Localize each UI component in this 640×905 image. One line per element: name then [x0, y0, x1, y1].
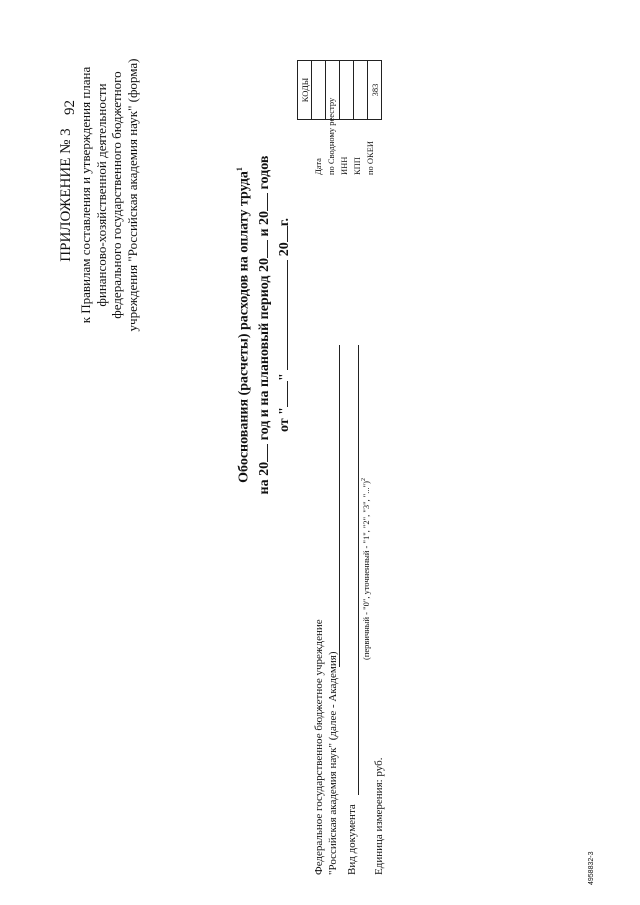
- planning-year2-blank[interactable]: [267, 193, 268, 211]
- doc-type-input-line[interactable]: [358, 345, 359, 795]
- institution-line1: Федеральное государственное бюджетное учреждение: [313, 619, 325, 875]
- label-consolidated-registry: по Сводному реестру: [326, 97, 336, 175]
- month-blank[interactable]: [287, 260, 288, 370]
- print-stamp: 4958832-3: [588, 851, 595, 885]
- unit-label: Единица измерения: руб.: [373, 757, 385, 875]
- page-number: 92: [62, 100, 78, 115]
- form-title-line3: [275, 45, 295, 605]
- date-year-blank[interactable]: [287, 226, 288, 242]
- planning-year1-blank[interactable]: [267, 240, 268, 258]
- year-blank[interactable]: [267, 444, 268, 462]
- day-blank[interactable]: [287, 381, 288, 407]
- code-cell-registry[interactable]: [326, 61, 340, 120]
- doc-type-label: Вид документа: [346, 804, 358, 875]
- form-title: [230, 45, 295, 605]
- date-from-prefix: от ": [276, 407, 292, 433]
- form-title-line1: [230, 45, 255, 605]
- code-cell-kpp[interactable]: [354, 61, 368, 120]
- planning-and: и 20: [256, 210, 272, 237]
- label-date: Дата: [313, 158, 323, 175]
- doc-type-note-text: (первичный - "0", уточненный - "1", "2", "3", "..."): [361, 481, 371, 660]
- form-title-line2: [255, 45, 275, 605]
- institution-line2: "Российская академия наук" (далее - Академия): [327, 651, 339, 875]
- label-okei: по ОКЕИ: [365, 140, 375, 175]
- date-quote: ": [276, 373, 292, 382]
- code-cell-inn[interactable]: [340, 61, 354, 120]
- footnote-ref-2: 2: [361, 478, 368, 482]
- footnote-ref-1: 1: [235, 167, 244, 172]
- institution-underline: [339, 345, 340, 667]
- date-year-suffix: г.: [276, 217, 292, 227]
- form-title-text: Обоснования (расчеты) расходов на оплату труда: [236, 171, 252, 483]
- appendix-title: ПРИЛОЖЕНИЕ № 3: [58, 128, 74, 262]
- years-suffix: годов: [256, 155, 272, 190]
- label-kpp: КПП: [352, 157, 362, 175]
- year-prefix: на 20: [256, 461, 272, 495]
- planning-prefix: год и на плановый период 20: [256, 258, 272, 441]
- appendix-subtitle: к Правилам составления и утверждения плана финансово-хозяйственной деятельности федерального государственного бюджетного учреждения "Российская академия наук" (форма): [78, 58, 140, 332]
- codes-header: КОДЫ: [298, 61, 312, 120]
- doc-type-note: [361, 478, 371, 660]
- codes-table: [297, 60, 382, 120]
- code-cell-date[interactable]: [312, 61, 326, 120]
- code-cell-okei[interactable]: 383: [368, 61, 382, 120]
- date-year-prefix: 20: [276, 242, 292, 257]
- label-inn: ИНН: [339, 156, 349, 175]
